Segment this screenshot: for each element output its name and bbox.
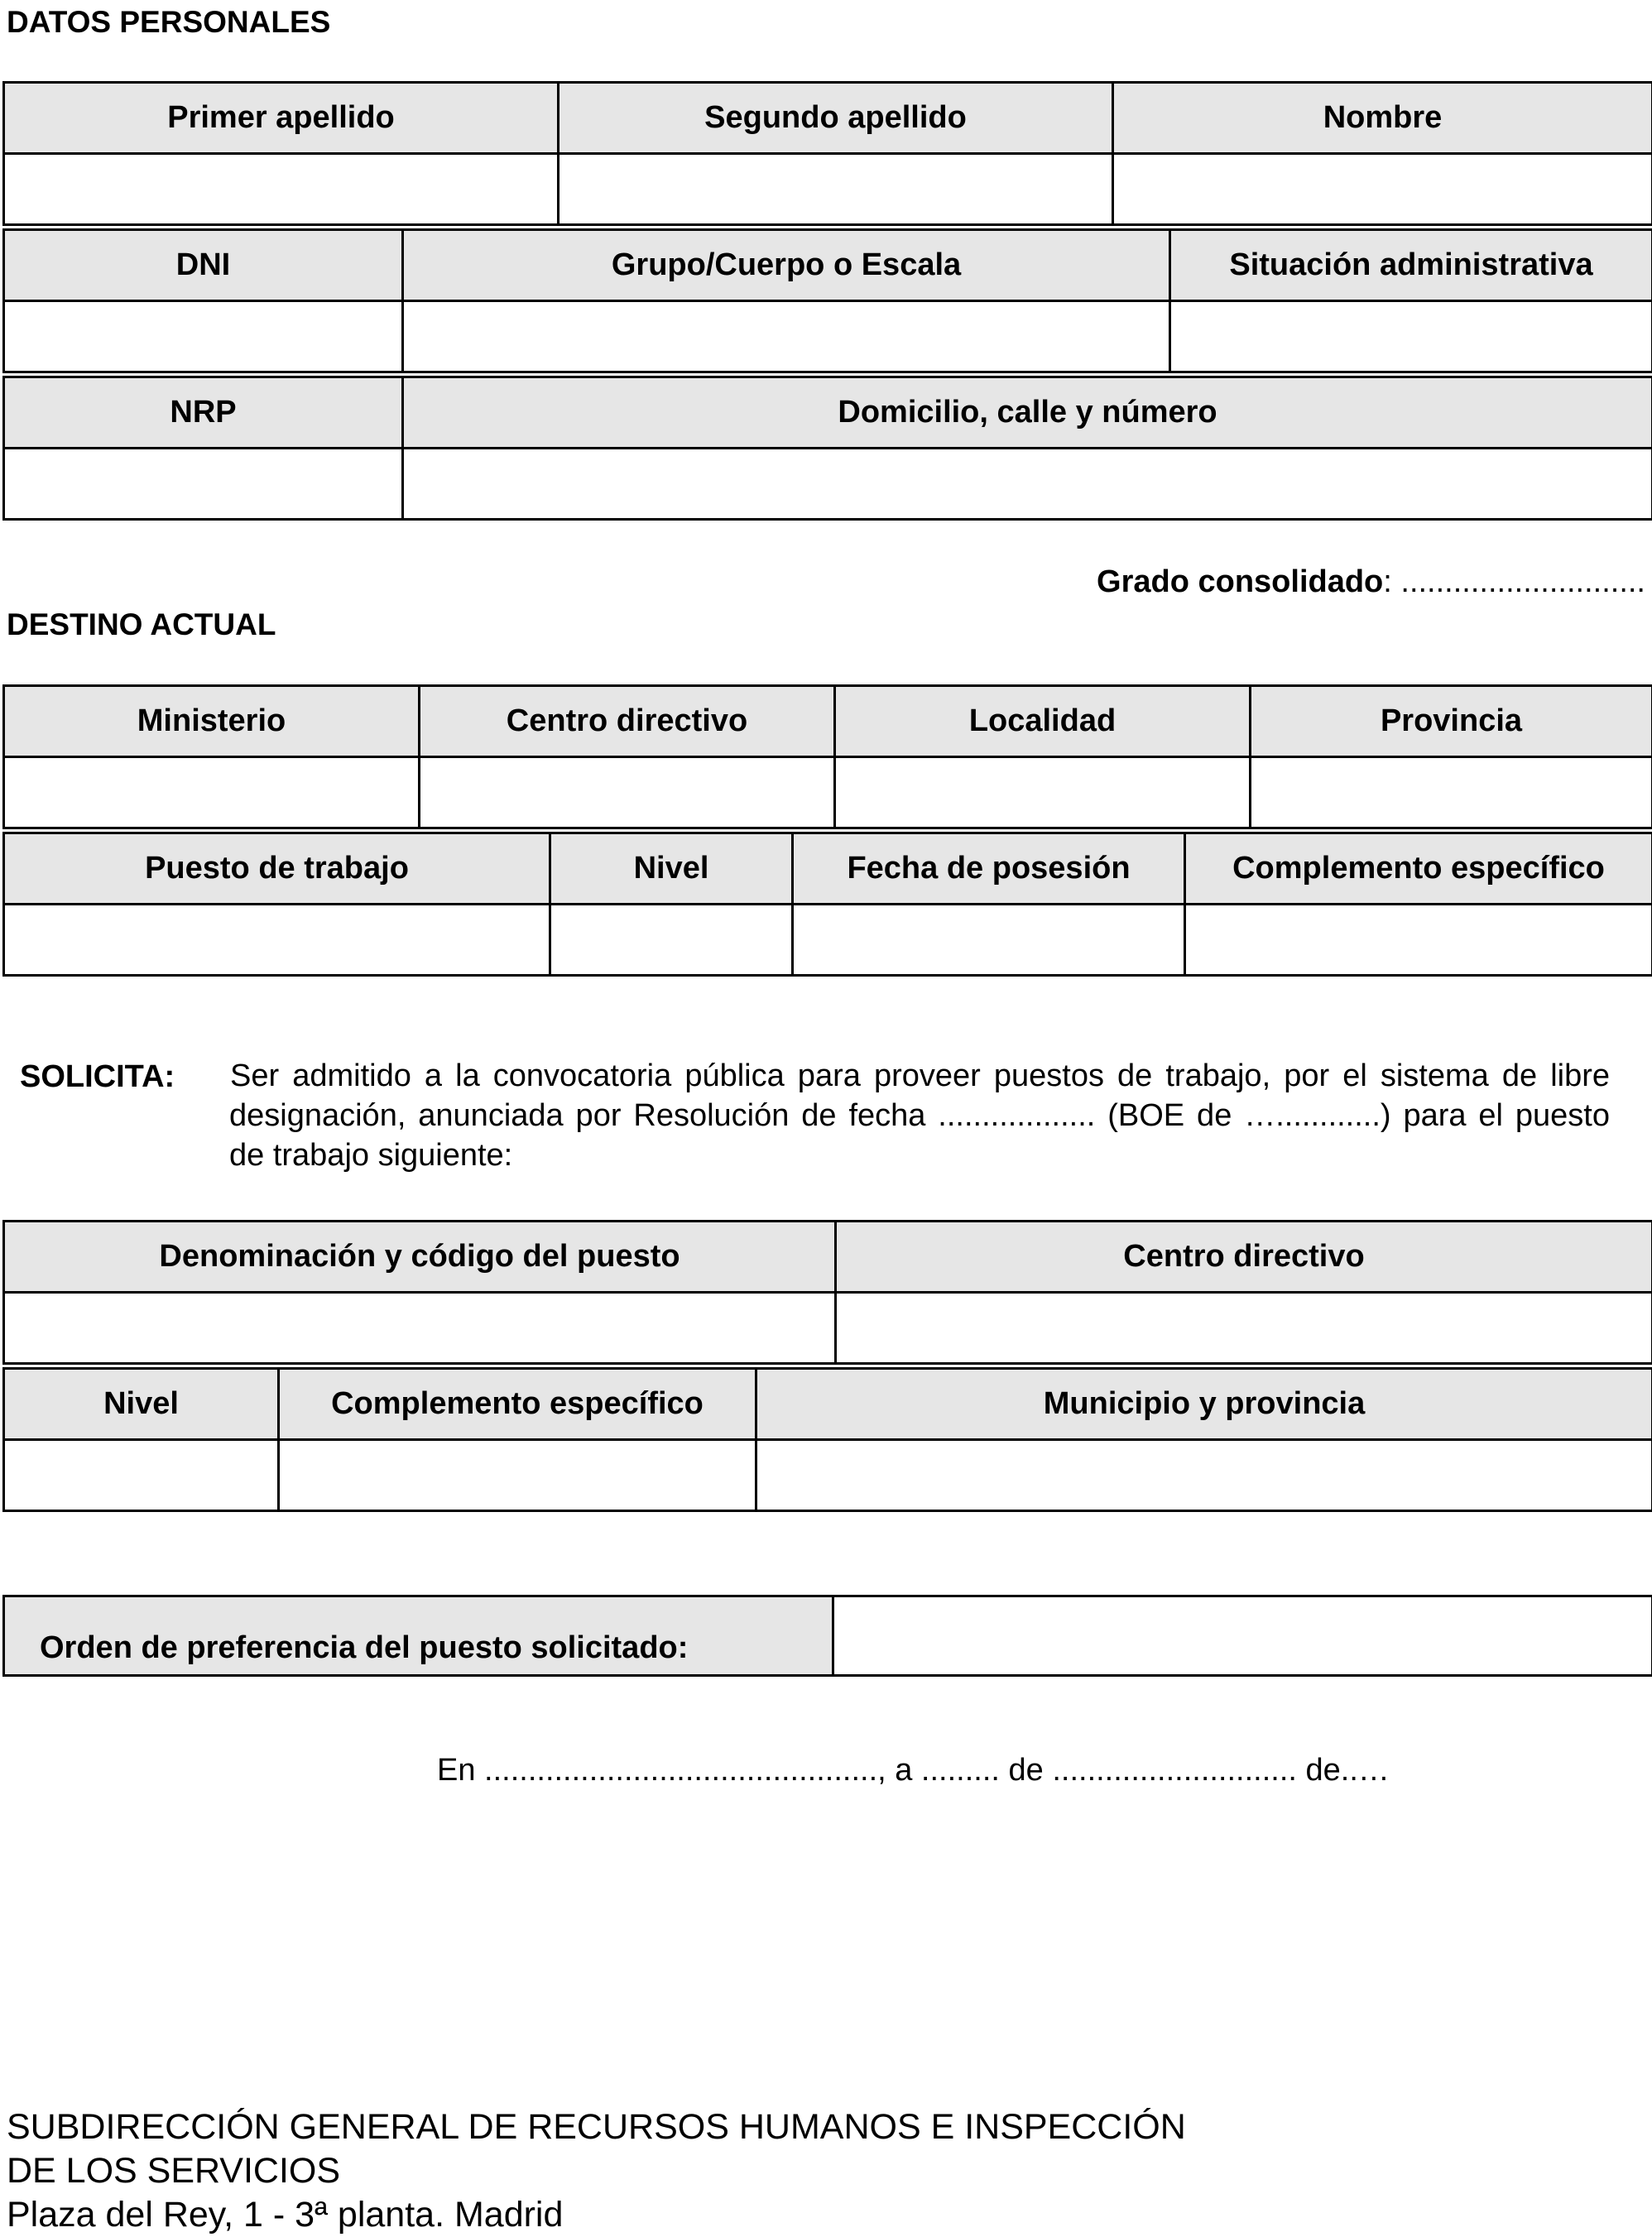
- field-situacion-administrativa[interactable]: [1170, 301, 1652, 372]
- fecha-lugar-line[interactable]: En ............................................., a ......... de ............................ de..…: [437, 1753, 1390, 1788]
- header-fecha-de-posesion: Fecha de posesión: [793, 833, 1185, 905]
- field-nombre[interactable]: [1113, 154, 1652, 225]
- orden-preferencia-table: [2, 1595, 1652, 1677]
- orden-preferencia-label: Orden de preferencia del puesto solicitado:: [4, 1596, 833, 1676]
- field-complemento-especifico-puesto[interactable]: [279, 1440, 756, 1511]
- grado-consolidado-dots[interactable]: : ............................: [1383, 564, 1645, 599]
- field-centro-directivo-puesto[interactable]: [836, 1293, 1652, 1364]
- header-primer-apellido: Primer apellido: [4, 83, 559, 154]
- field-segundo-apellido[interactable]: [559, 154, 1113, 225]
- header-localidad: Localidad: [835, 686, 1251, 757]
- puesto-solicitado-table-1: [2, 1220, 1652, 1365]
- datos-personales-table-1: [2, 81, 1652, 226]
- field-centro-directivo[interactable]: [420, 757, 835, 828]
- field-nrp[interactable]: [4, 449, 403, 520]
- header-municipio-provincia: Municipio y provincia: [756, 1369, 1652, 1440]
- puesto-solicitado-table-2: [2, 1367, 1652, 1512]
- destino-actual-table-1: [2, 684, 1652, 829]
- solicita-label: SOLICITA:: [20, 1059, 175, 1095]
- field-localidad[interactable]: [835, 757, 1251, 828]
- field-dni[interactable]: [4, 301, 403, 372]
- header-centro-directivo-puesto: Centro directivo: [836, 1222, 1652, 1293]
- header-complemento-especifico: Complemento específico: [1185, 833, 1652, 905]
- header-provincia: Provincia: [1251, 686, 1652, 757]
- grado-consolidado: [1097, 564, 1645, 600]
- field-grupo-cuerpo-escala[interactable]: [403, 301, 1170, 372]
- field-orden-preferencia[interactable]: [833, 1596, 1652, 1676]
- field-denominacion-codigo-puesto[interactable]: [4, 1293, 836, 1364]
- header-situacion-administrativa: Situación administrativa: [1170, 230, 1652, 301]
- header-segundo-apellido: Segundo apellido: [559, 83, 1113, 154]
- destino-actual-table-2: [2, 832, 1652, 977]
- field-municipio-provincia[interactable]: [756, 1440, 1652, 1511]
- field-fecha-de-posesion[interactable]: [793, 905, 1185, 976]
- field-domicilio[interactable]: [403, 449, 1652, 520]
- grado-consolidado-label: Grado consolidado: [1097, 564, 1383, 599]
- header-dni: DNI: [4, 230, 403, 301]
- datos-personales-title: DATOS PERSONALES: [7, 5, 330, 40]
- field-nivel[interactable]: [550, 905, 793, 976]
- destino-actual-title: DESTINO ACTUAL: [7, 607, 276, 642]
- header-nrp: NRP: [4, 377, 403, 449]
- footer-line-1: SUBDIRECCIÓN GENERAL DE RECURSOS HUMANOS E INSPECCIÓN: [7, 2105, 1186, 2149]
- header-nombre: Nombre: [1113, 83, 1652, 154]
- solicita-text: Ser admitido a la convocatoria pública para proveer puestos de trabajo, por el sistema de libre designación, anunciada por Resolución de fecha .................. (BOE de …............) para el puesto de trabajo siguiente:: [229, 1056, 1610, 1175]
- datos-personales-table-3: [2, 376, 1652, 521]
- field-primer-apellido[interactable]: [4, 154, 559, 225]
- field-puesto-de-trabajo[interactable]: [4, 905, 550, 976]
- header-nivel-puesto: Nivel: [4, 1369, 279, 1440]
- footer-line-3: Plaza del Rey, 1 - 3ª planta. Madrid: [7, 2193, 1186, 2237]
- field-ministerio[interactable]: [4, 757, 420, 828]
- header-nivel: Nivel: [550, 833, 793, 905]
- field-complemento-especifico[interactable]: [1185, 905, 1652, 976]
- footer-address: [7, 2105, 1186, 2237]
- header-puesto-de-trabajo: Puesto de trabajo: [4, 833, 550, 905]
- header-denominacion-codigo-puesto: Denominación y código del puesto: [4, 1222, 836, 1293]
- header-centro-directivo: Centro directivo: [420, 686, 835, 757]
- field-nivel-puesto[interactable]: [4, 1440, 279, 1511]
- header-ministerio: Ministerio: [4, 686, 420, 757]
- field-provincia[interactable]: [1251, 757, 1652, 828]
- datos-personales-table-2: [2, 228, 1652, 373]
- header-grupo-cuerpo-escala: Grupo/Cuerpo o Escala: [403, 230, 1170, 301]
- footer-line-2: DE LOS SERVICIOS: [7, 2149, 1186, 2193]
- header-domicilio: Domicilio, calle y número: [403, 377, 1652, 449]
- header-complemento-especifico-puesto: Complemento específico: [279, 1369, 756, 1440]
